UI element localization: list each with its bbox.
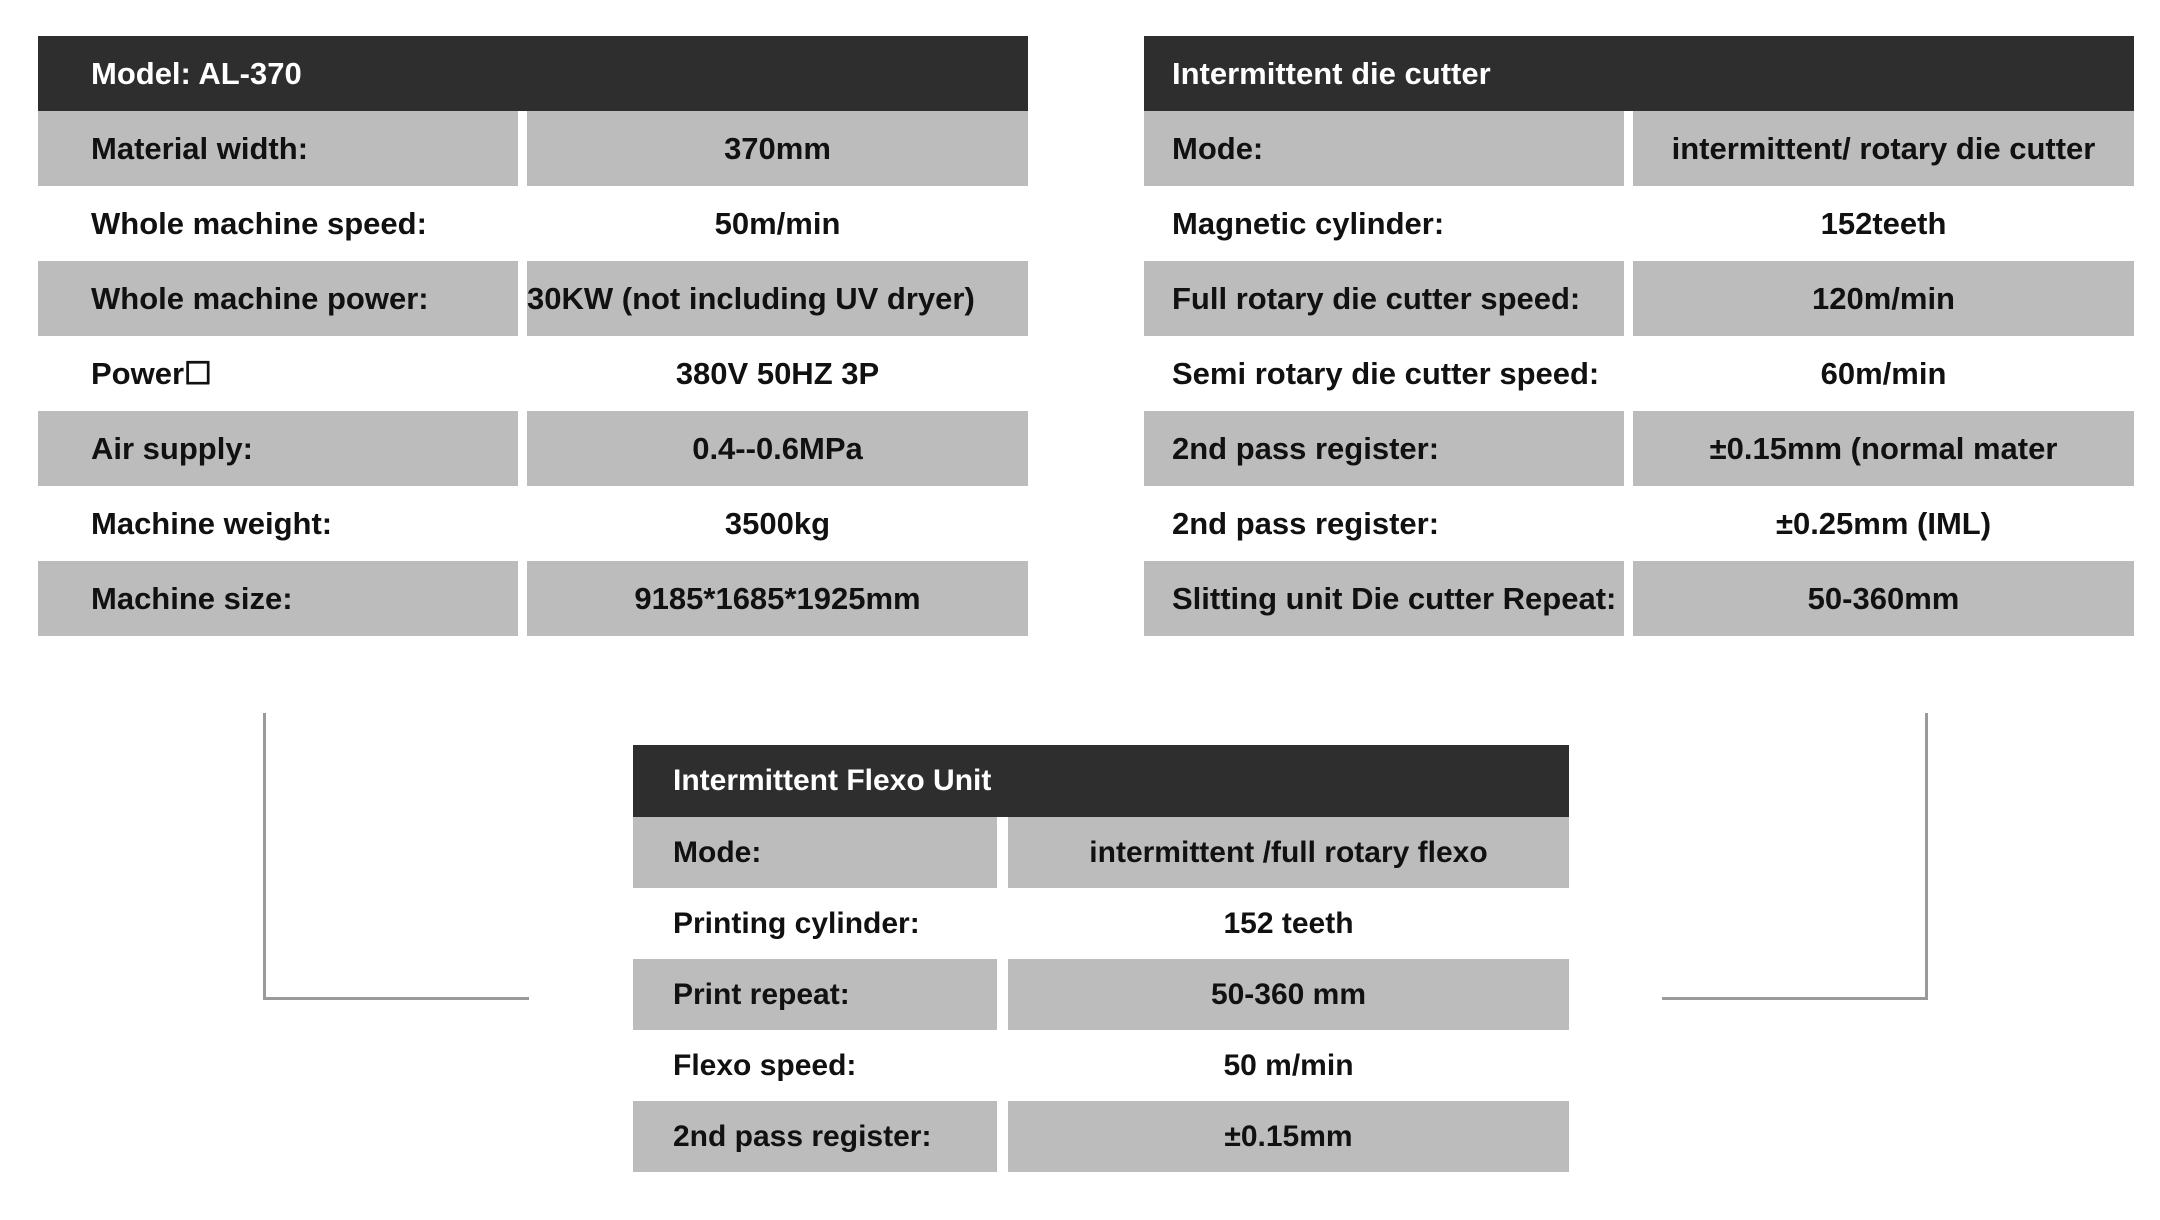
spec-value: 152teeth	[1820, 205, 1947, 241]
spec-value: intermittent /full rotary flexo	[1008, 817, 1569, 888]
table-row	[633, 1101, 1569, 1172]
table-row	[38, 411, 1028, 486]
spec-value: ±0.25mm (IML)	[1775, 505, 1992, 541]
table-row	[633, 1030, 1569, 1101]
spec-label: Machine weight:	[91, 505, 333, 541]
spec-label: 2nd pass register:	[633, 1101, 997, 1172]
spec-value: 380V 50HZ 3P	[675, 355, 880, 391]
spec-label: Printing cylinder:	[673, 906, 920, 940]
spec-label: Power☐	[91, 355, 212, 391]
flexo-table-header: Intermittent Flexo Unit	[633, 745, 1569, 817]
spec-value: 60m/min	[1820, 355, 1947, 391]
spec-label: 2nd pass register:	[1172, 505, 1440, 541]
table-row	[1144, 561, 2134, 636]
spec-label: Material width:	[38, 111, 518, 186]
spec-value: 50-360 mm	[1008, 959, 1569, 1030]
spec-value: 152 teeth	[1223, 906, 1354, 940]
spec-value: 9185*1685*1925mm	[527, 561, 1028, 636]
spec-label: 2nd pass register:	[1144, 411, 1624, 486]
left-connector-horizontal	[263, 997, 529, 1000]
model-table-header: Model: AL-370	[38, 36, 1028, 111]
table-row	[1144, 411, 2134, 486]
spec-label: Mode:	[633, 817, 997, 888]
table-row	[1144, 336, 2134, 411]
spec-value: intermittent/ rotary die cutter	[1633, 111, 2134, 186]
spec-value: 50m/min	[714, 205, 841, 241]
left-connector-vertical	[263, 713, 266, 1000]
spec-label: Whole machine power:	[38, 261, 518, 336]
table-row	[633, 888, 1569, 959]
table-row	[38, 186, 1028, 261]
spec-label: Air supply:	[38, 411, 518, 486]
spec-label: Full rotary die cutter speed:	[1144, 261, 1624, 336]
spec-label: Machine size:	[38, 561, 518, 636]
table-row	[38, 111, 1028, 186]
spec-value: ±0.15mm	[1008, 1101, 1569, 1172]
table-row	[633, 959, 1569, 1030]
spec-label: Slitting unit Die cutter Repeat:	[1144, 561, 1624, 636]
table-row	[38, 261, 1028, 336]
spec-value: 0.4--0.6MPa	[527, 411, 1028, 486]
table-row	[1144, 261, 2134, 336]
spec-value: 3500kg	[724, 505, 831, 541]
spec-value: 370mm	[527, 111, 1028, 186]
table-row	[1144, 486, 2134, 561]
right-connector-vertical	[1925, 713, 1928, 1000]
spec-label: Flexo speed:	[673, 1048, 857, 1082]
right-connector-horizontal	[1662, 997, 1928, 1000]
spec-label: Print repeat:	[633, 959, 997, 1030]
table-row	[38, 336, 1028, 411]
table-row	[1144, 186, 2134, 261]
table-row	[1144, 111, 2134, 186]
spec-label: Semi rotary die cutter speed:	[1172, 355, 1600, 391]
spec-value: ±0.15mm (normal mater	[1633, 411, 2134, 486]
spec-label: Mode:	[1144, 111, 1624, 186]
spec-value: 50 m/min	[1223, 1048, 1354, 1082]
spec-value: 30KW (not including UV dryer)	[527, 261, 1028, 336]
table-row	[633, 817, 1569, 888]
table-row	[38, 486, 1028, 561]
spec-value: 50-360mm	[1633, 561, 2134, 636]
table-row	[38, 561, 1028, 636]
spec-label: Magnetic cylinder:	[1172, 205, 1445, 241]
spec-label: Whole machine speed:	[91, 205, 427, 241]
die-cutter-table-header: Intermittent die cutter	[1144, 36, 2134, 111]
spec-value: 120m/min	[1633, 261, 2134, 336]
